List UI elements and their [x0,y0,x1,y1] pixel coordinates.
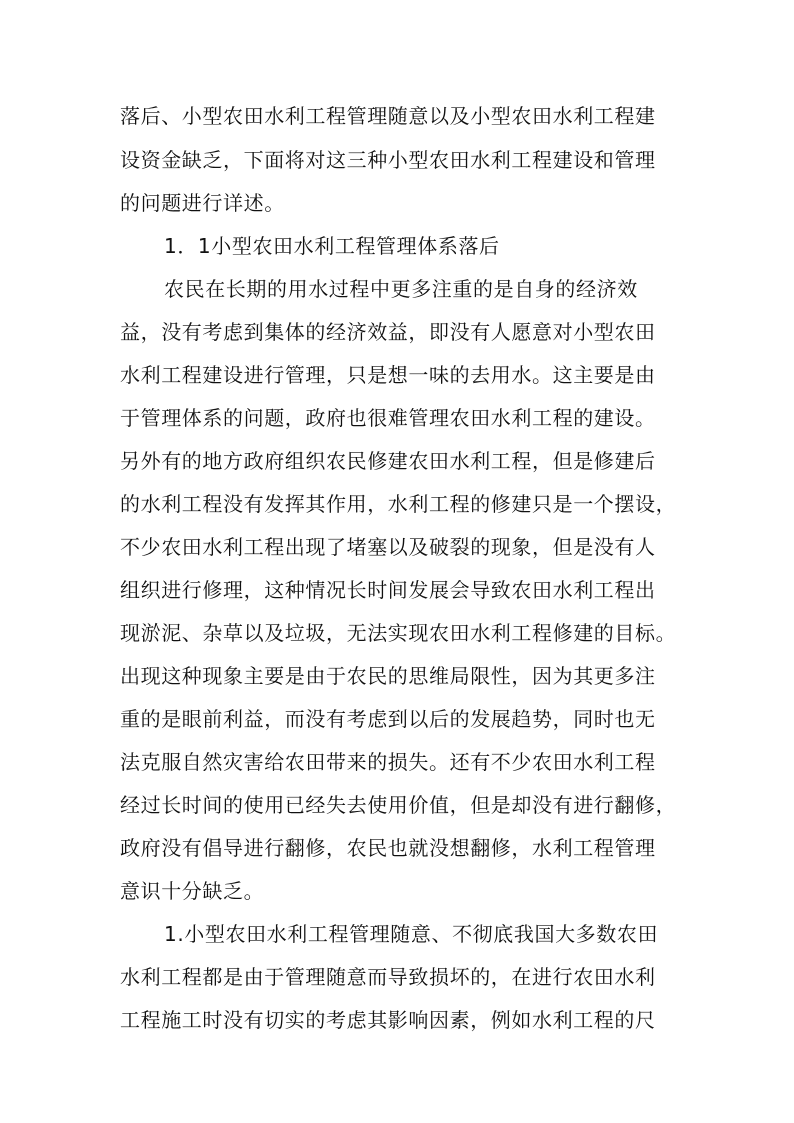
text-line: 现淤泥、杂草以及垃圾，无法实现农田水利工程修建的目标。 [120,621,677,645]
text-line: 政府没有倡导进行翻修，农民也就没想翻修，水利工程管理 [120,836,656,860]
text-line: 重的是眼前利益，而没有考虑到以后的发展趋势，同时也无 [120,707,656,731]
text-line: 落后、小型农田水利工程管理随意以及小型农田水利工程建 [120,104,656,128]
text-line: 经过长时间的使用已经失去使用价值，但是却没有进行翻修， [120,793,677,817]
text-line: 另外有的地方政府组织农民修建农田水利工程，但是修建后 [120,449,656,473]
text-line: 出现这种现象主要是由于农民的思维局限性，因为其更多注 [120,664,656,688]
text-line: 益，没有考虑到集体的经济效益，即没有人愿意对小型农田 [120,320,656,344]
paragraph-start-line: 农民在长期的用水过程中更多注重的是自身的经济效 [164,277,638,301]
text-line: 水利工程建设进行管理，只是想一味的去用水。这主要是由 [120,363,656,387]
text-line: 不少农田水利工程出现了堵塞以及破裂的现象，但是没有人 [120,535,656,559]
text-line: 的问题进行详述。 [120,191,285,215]
section-heading: 1．1小型农田水利工程管理体系落后 [164,234,500,258]
text-line: 的水利工程没有发挥其作用，水利工程的修建只是一个摆设， [120,492,677,516]
text-line: 工程施工时没有切实的考虑其影响因素，例如水利工程的尺 [120,1008,656,1032]
text-line: 设资金缺乏，下面将对这三种小型农田水利工程建设和管理 [120,148,656,172]
text-line: 法克服自然灾害给农田带来的损失。还有不少农田水利工程 [120,750,656,774]
paragraph-start-line: 1.小型农田水利工程管理随意、不彻底我国大多数农田 [164,922,659,946]
text-line: 水利工程都是由于管理随意而导致损坏的，在进行农田水利 [120,965,656,989]
text-line: 于管理体系的问题，政府也很难管理农田水利工程的建设。 [120,406,656,430]
text-line: 组织进行修理，这种情况长时间发展会导致农田水利工程出 [120,578,656,602]
text-line: 意识十分缺乏。 [120,879,265,903]
